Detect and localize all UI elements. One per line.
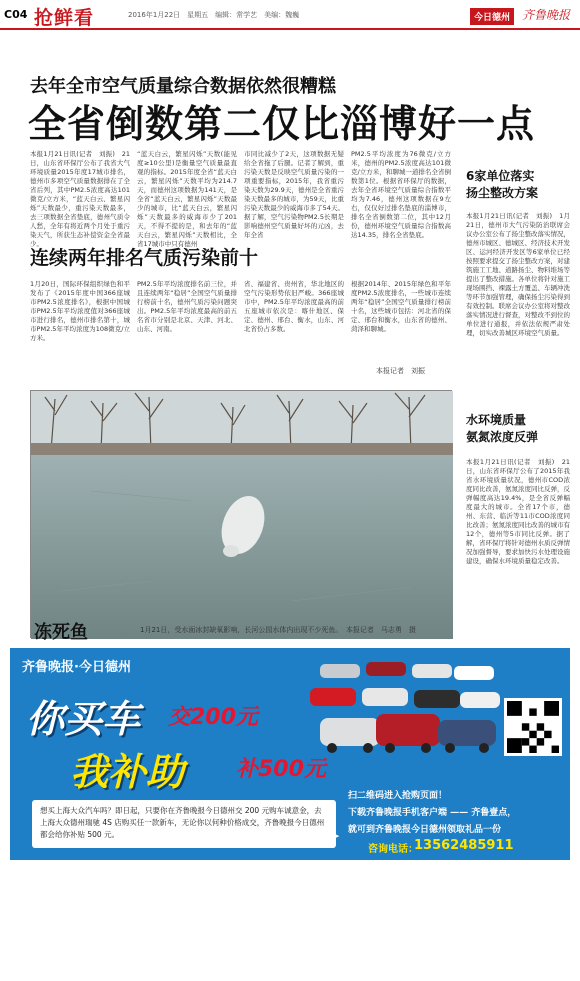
- frozen-lake-photo: [30, 390, 452, 638]
- city-edition-badge: 今日德州: [470, 8, 514, 25]
- ad-hotline-number[interactable]: 13562485911: [414, 838, 514, 853]
- ad-subsidy-slogan: 我补助: [70, 750, 185, 794]
- photo-title: 冻死鱼: [34, 622, 88, 643]
- frozen-lake-illustration: [31, 391, 453, 639]
- qr-code-icon: [507, 701, 559, 753]
- main-story-column-3: 市同比减少了2天，这项数据无疑给全省拖了后腿。记者了解到，重污染天数是反映空气质量污染的一项重要指标，2015年，我省重污染天数为29.9天，德州是全省重污染天数最多的城市，为59天，比重污染天数最少的威海市多了54天。据了解，空气污染物PM2.5长期是影响德州空气质量好坏的元凶，去年全省: [244, 150, 344, 239]
- qr-code[interactable]: [504, 698, 562, 756]
- main-story-column-4: PM2.5平均浓度为76微克/立方米，德州的PM2.5浓度高达101微克/立方米，和聊城一道排名全省倒数第1位。根据省环保厅的数据，去年全省环境空气质量综合指数平均为7.46，德州这项数据在9左右，仅仅好过排名垫底的淄博市，排名全省倒数第二位，其中12月份，德州环境空气质量综合指数高达14.35，排名全省垫底。: [351, 150, 451, 239]
- side-story-1-body: 本报1月21日讯(记者 刘振) 1月21日，德州市大气污染防治联席会议办公室公布了扬尘整改落实情况，德州市城区、德城区、经济技术开发区、运河经济开发区等6家单位已经按照要求提交了扬尘整改方案，对建筑施工工地、道路扬尘、物料堆场等提出了整改措施。各单位将针对施工现场围挡、裸露土方覆盖、车辆冲洗等环节加强管理，确保扬尘污染得到有效控制。联席会议办公室将对整改落实情况进行督查，对整改不到位的单位进行通报，并依法依规严肃处理，切实改善城区环境空气质量。: [466, 212, 570, 337]
- ad-buy-slogan: 你买车: [26, 697, 141, 741]
- side-story-2-body: 本报1月21日讯(记者 刘振) 21日，山东省环保厅公布了2015年我省水环境质量状况，德州市COD浓度同比改善，氨氮浓度同比反弹，反弹幅度高达19.4%，是全省反弹幅度最大的城市。全省17个市，德州、东营、临沂等11市COD浓度同比改善；氨氮浓度同比改善的城市有12个，德州等5市同比反弹。据了解，省环保厅将针对德州水质反弹情况加强督导，要求加快污水处理设施建设，确保水环境质量稳定改善。: [466, 458, 570, 565]
- main-story-column-1: 本报1月21日讯(记者 刘振) 21日，山东省环保厅公布了我省大气环境质量2015年度17城市排名，德州市多项空气质量数据排在了全省后列，其中PM2.5浓度高达101微克/立方米，“蓝天白云、繁星闪烁”天数最少，重污染天数最多，去三项数据全省垫底，德州气质令人愁，全年有将近两个月处于重污染天气，所获生态补偿资金全省最少。: [30, 150, 130, 248]
- main-subheadline: 去年全市空气质量综合数据依然很糟糕: [30, 76, 336, 97]
- cursor-arrow-icon: ➤: [322, 824, 341, 849]
- ad-gift-text: 就可到齐鲁晚报今日德州领取礼品一份: [348, 825, 502, 835]
- page-number: C04: [4, 8, 28, 21]
- second-story-column-4: 根据2014年、2015年绿色和平年度PM2.5浓度排名，一些城市连续两年“稳居”全国空气质量排行榜前十名，这些城市包括：河北省的保定、邢台和衡水，山东省的德州、菏泽和聊城。: [351, 280, 451, 333]
- side-story-1-headline-line-2: 扬尘整改方案: [466, 186, 539, 200]
- second-story-column-1: 1月20日，国际环保组织绿色和平发布了《2015年度中国366座城市PM2.5浓度排名》，根据中国城市PM2.5年平均浓度值对366座城市进行排名，德州市排名第十，城市PM2.5年平均浓度为108微克/立方米。: [30, 280, 130, 342]
- section-title: 抢鲜看: [34, 7, 95, 29]
- main-headline: 全省倒数第二仅比淄博好一点: [28, 102, 536, 146]
- second-story-column-2: PM2.5年平均浓度排名前三位，并且连续两年“稳居”全国空气质量排行榜前十名，德州气质污染问题突出。PM2.5年平均浓度最高的前五名省市分别是北京、天津、河北、山东、河南。: [137, 280, 237, 333]
- side-story-2-headline-line-2: 氨氮浓度反弹: [466, 430, 539, 444]
- second-headline: 连续两年排名气质污染前十: [30, 247, 259, 269]
- ad-scan-text: 扫二维码进入抢购页面！: [348, 791, 448, 801]
- photo-caption: 1月21日，受水面冰封缺氧影响，长河公园水体内出现不少死鱼。 本报记者 马志勇 摄: [140, 626, 416, 634]
- car-subsidy-advertisement[interactable]: [10, 648, 570, 860]
- ad-brand: 齐鲁晚报·今日德州: [22, 660, 131, 675]
- second-story-reporter: 本报记者 刘振: [376, 367, 425, 375]
- side-story-1-headline-line-1: 6家单位落实: [466, 169, 535, 183]
- issue-meta: 2016年1月22日 星期五 编辑：常学艺 美编：魏巍: [128, 11, 300, 19]
- ad-hotline-label: 咨询电话：: [368, 844, 418, 855]
- ad-download-text: 下载齐鲁晚报手机客户端 —— 齐鲁壹点，: [348, 808, 517, 818]
- masthead-bar: [0, 0, 580, 30]
- main-story-column-2: “蓝天白云，繁星闪烁”天数(能见度≥10公里)是衡量空气质量最直观的指标。2015年度全省“蓝天白云，繁星闪烁”天数平均为214.7天，而德州这项数据为141天，是全省“蓝天白云，繁星闪烁”天数最少的城市，比“蓝天白云，繁星闪烁”天数最多的威海市少了201天，不得不提的是，和去年的“蓝天白云，繁星闪烁”天数相比，全省17城市中只有德州: [137, 150, 237, 248]
- ad-subsidy-amount: 补500元: [236, 757, 326, 782]
- ad-description: 想买上海大众汽车吗？即日起，只要你在齐鲁晚报今日德州交 200 元购车诚意金，去上海大众德州瑞驰 4S 店购买任一款新车，无论你以何种价格成交，齐鲁晚报今日德州都会给你补贴 500 元。: [32, 800, 336, 848]
- newspaper-logo: 齐鲁晚报: [522, 8, 571, 22]
- ad-buy-amount: 交200元: [168, 705, 258, 730]
- car-lineup-illustration: [310, 654, 500, 772]
- second-story-column-3: 省、福建省、贵州省，华北地区的空气污染形势依旧严峻。366座城市中，PM2.5年平均浓度最高的前五座城市依次是：喀什地区、保定、德州、邢台、衡水，山东、河北省份占多数。: [244, 280, 344, 333]
- side-story-2-headline-line-1: 水环境质量: [466, 413, 527, 427]
